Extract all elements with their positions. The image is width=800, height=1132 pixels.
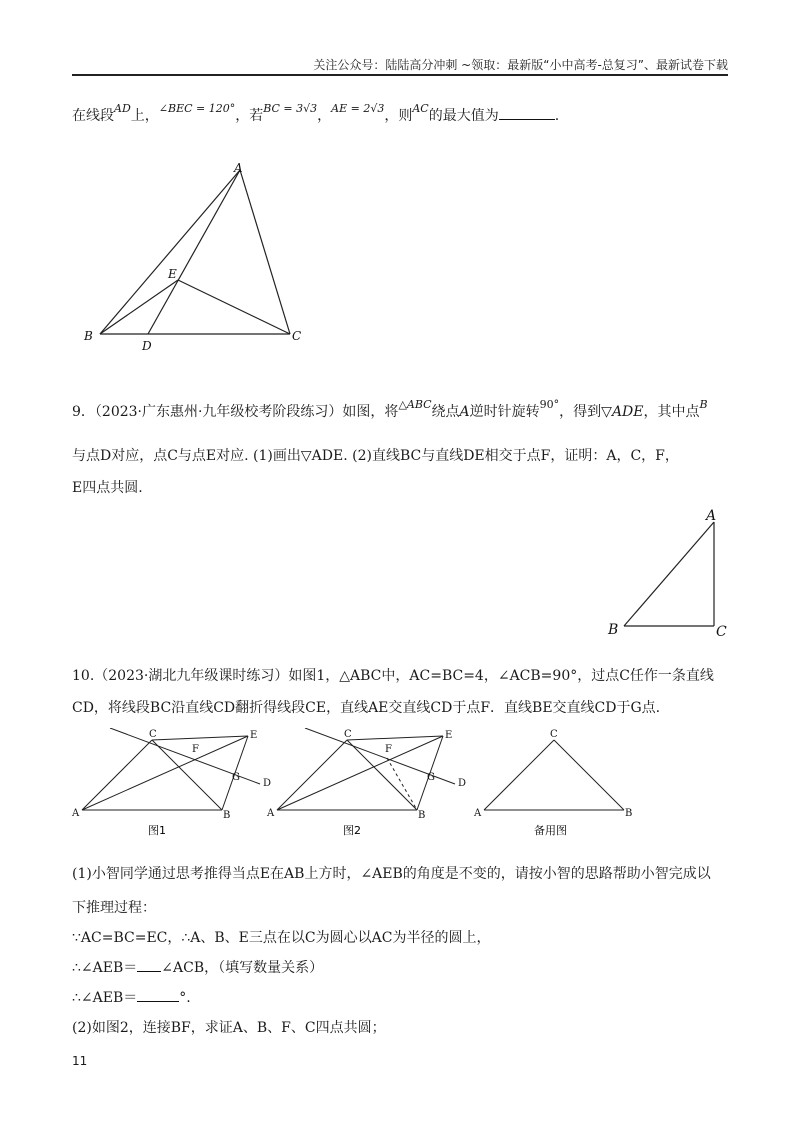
q9-point-b: B: [699, 398, 708, 411]
q10-figure-2: [265, 728, 475, 843]
fig1-label-g: G: [232, 772, 240, 783]
q8-label-c: C: [292, 329, 302, 343]
fig3-seg-cb: [554, 740, 624, 810]
q9-text-d: ，得到: [559, 404, 602, 420]
q8-text: [72, 102, 560, 127]
q9-label-c: C: [716, 624, 727, 640]
fig2-label-b: B: [418, 810, 426, 821]
q9-seg-ab: [624, 522, 714, 626]
q9-label-b: B: [608, 622, 619, 638]
q8-ae-cond: AE = 2√3: [331, 102, 385, 115]
q8-answer-blank[interactable]: [499, 119, 555, 120]
q8-text-a: 在线段: [72, 108, 114, 124]
fig1-label-e: E: [250, 730, 258, 741]
q10-p1-line4-b: ∠ACB，（填写数量关系）: [161, 960, 324, 976]
q8-seg-ec: [178, 280, 290, 334]
q10-line1: 10.（2023·湖北九年级课时练习）如图1，△ABC中，AC=BC=4，∠ACB=90°，过点C任作一条直线: [72, 668, 714, 684]
q8-seg-ac: [240, 170, 290, 334]
fig3-label-b: B: [625, 808, 633, 819]
fig2-seg-ac: [277, 740, 347, 810]
fig2-label-c: C: [344, 729, 352, 740]
q8-bc-cond: BC = 3√3: [263, 102, 318, 115]
q9-line2: 与点D对应，点C与点E对应. (1)画出▽ADE. (2)直线BC与直线DE相交于点F，证明：A，C，F，: [72, 448, 679, 464]
q10-ratio-blank[interactable]: [137, 971, 161, 972]
q8-text-e: ，则: [384, 108, 413, 124]
q10-angle-blank[interactable]: [137, 1001, 179, 1002]
q9-point-a: A: [459, 404, 470, 420]
q10-p2-line1: (2)如图2，连接BF，求证A、B、F、C四点共圆；: [72, 1020, 386, 1036]
q9-label-a: A: [706, 508, 717, 524]
q9-triangle-ade: ▽ADE: [601, 404, 644, 420]
q9-text-b: 绕点: [431, 404, 460, 420]
q10-p1-line2: 下推理过程：: [72, 900, 156, 916]
fig3-seg-ac: [484, 740, 554, 810]
q8-angle-cond: ∠BEC = 120°: [158, 102, 236, 115]
q10-p1-line5: [72, 988, 191, 1008]
fig3-label-a: A: [474, 808, 482, 819]
q9-line1: [72, 398, 708, 423]
fig1-label-b: B: [223, 810, 231, 821]
fig2-label-d: D: [458, 778, 467, 789]
q8-label-a: A: [234, 161, 243, 175]
q9-text-e: ，其中点: [643, 404, 700, 420]
fig2-label-a: A: [267, 808, 275, 819]
fig2-seg-ae: [277, 736, 443, 810]
fig3-caption: 备用图: [534, 824, 567, 837]
fig1-seg-cb: [152, 740, 222, 810]
q8-label-e: E: [168, 267, 177, 281]
fig2-label-f: F: [385, 744, 392, 755]
q10-figure-spare: [472, 728, 642, 843]
q9-triangle-abc: △ABC: [398, 398, 432, 411]
q10-p1-line1: (1)小智同学通过思考推得当点E在AB上方时，∠AEB的角度是不变的，请按小智的思路帮助小智完成以: [72, 866, 711, 882]
q9-intro: 9．（2023·广东惠州·九年级校考阶段练习）如图，将: [72, 404, 399, 420]
q9-degree: 90°: [539, 398, 560, 411]
fig2-label-g: G: [427, 772, 435, 783]
header-rule: [72, 74, 728, 76]
q10-p1-line4-a: ∴∠AEB＝: [72, 960, 138, 976]
q9-text-c: 逆时针旋转: [469, 404, 540, 420]
q8-seg-ad: [148, 170, 240, 334]
fig1-seg-ac: [82, 740, 152, 810]
q8-label-b: B: [84, 329, 93, 343]
q10-line2: CD，将线段BC沿直线CD翻折得线段CE，直线AE交直线CD于点F．直线BE交直线CD于G点.: [72, 700, 661, 716]
q8-text-b: 上，: [130, 108, 159, 124]
q10-figure-1: [70, 728, 280, 843]
q10-p1-line3: ∵AC=BC=EC，∴A、B、E三点在以C为圆心以AC为半径的圆上，: [72, 930, 491, 946]
fig1-label-f: F: [192, 744, 199, 755]
q8-seg-ab: [100, 170, 240, 334]
fig1-seg-ce: [152, 736, 248, 740]
q8-ac-label: AC: [412, 102, 429, 115]
q10-p1-line5-b: °.: [179, 990, 191, 1006]
fig3-label-c: C: [550, 729, 558, 740]
q8-text-f: 的最大值为: [428, 108, 499, 124]
q8-text-g: .: [554, 108, 560, 124]
q10-p1-line4: [72, 958, 323, 978]
page-number: 11: [72, 1054, 88, 1068]
fig1-seg-ae: [82, 736, 248, 810]
q8-figure: [80, 160, 310, 355]
fig1-label-d: D: [263, 778, 272, 789]
q10-p1-line5-a: ∴∠AEB＝: [72, 990, 138, 1006]
q8-text-d: ，: [317, 108, 332, 124]
fig2-caption: 图2: [343, 824, 361, 837]
fig1-label-a: A: [72, 808, 80, 819]
q8-text-c: ，若: [235, 108, 264, 124]
q9-line3: E四点共圆.: [72, 480, 143, 496]
q9-figure: [600, 500, 740, 640]
q8-label-d: D: [142, 339, 152, 353]
page-header: 关注公众号：陆陆高分冲刺 ~领取：最新版“小中高考-总复习”、最新试卷下载: [313, 58, 728, 72]
fig2-seg-cb: [347, 740, 417, 810]
fig1-caption: 图1: [148, 824, 166, 837]
fig2-label-e: E: [445, 730, 453, 741]
fig2-seg-ce: [347, 736, 443, 740]
fig1-label-c: C: [149, 729, 157, 740]
q8-seg-ad: AD: [114, 102, 131, 115]
